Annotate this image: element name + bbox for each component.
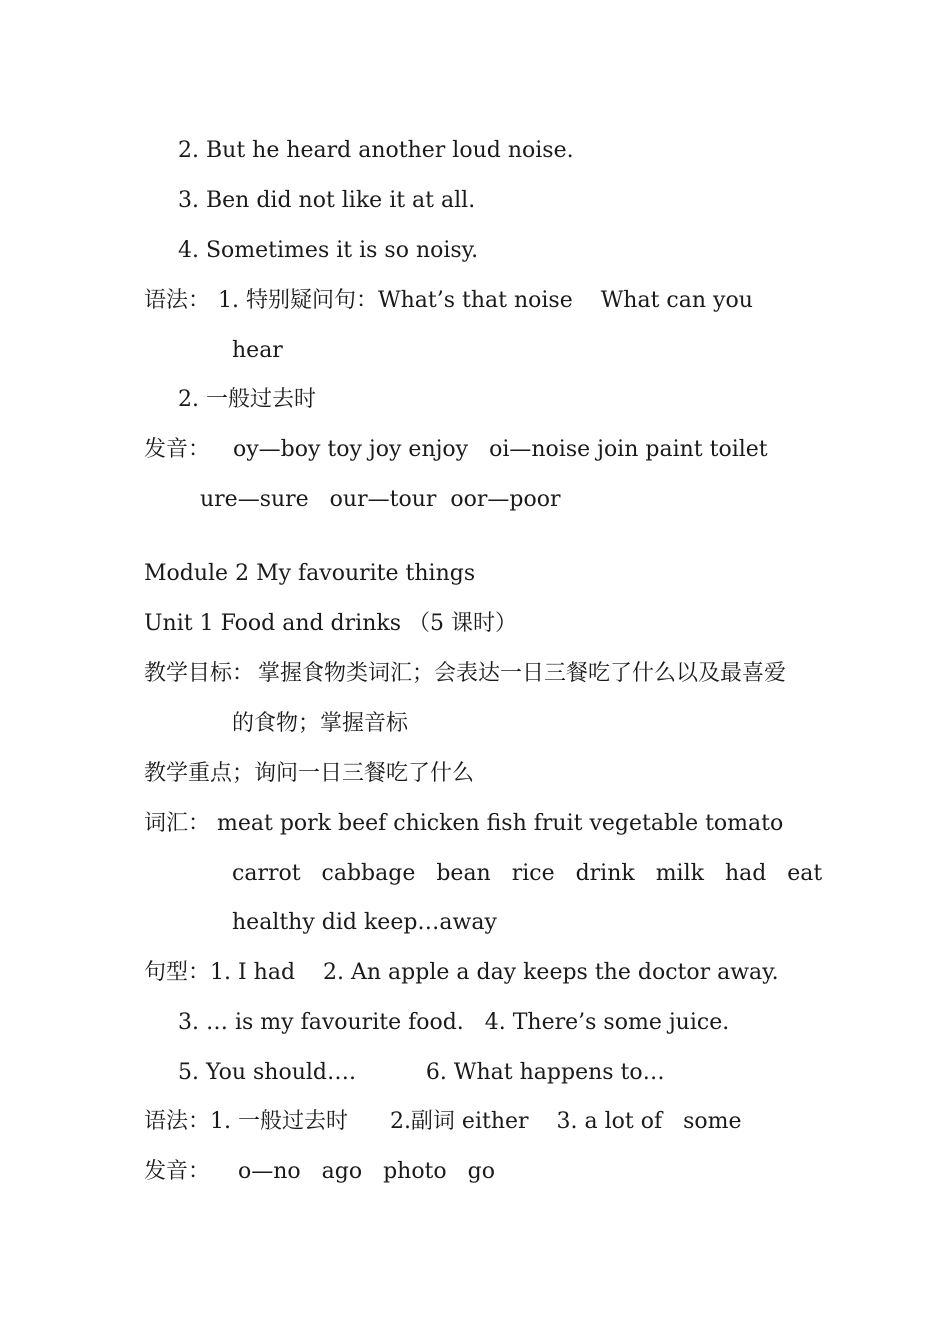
module-phonics: o—no ago photo go xyxy=(238,1159,495,1184)
module-title: Module 2 My favourite things xyxy=(144,561,476,586)
grammar-item-2: 2. 一般过去时 xyxy=(178,387,316,412)
grammar-item-1-continued: hear xyxy=(232,338,283,363)
objective-line-1: 掌握食物类词汇；会表达一日三餐吃了什么以及最喜爱 xyxy=(258,661,787,686)
grammar-item-1: 1. 特别疑问句：What’s that noise What can you xyxy=(218,288,753,313)
sentence-line-3: 3. Ben did not like it at all. xyxy=(178,188,476,213)
module-grammar: 1. 一般过去时 2.副词 either 3. a lot of some xyxy=(210,1109,742,1134)
key-point: 教学重点；询问一日三餐吃了什么 xyxy=(144,761,475,786)
module-phonics-label: 发音： xyxy=(144,1159,211,1184)
sentence-line-4: 4. Sometimes it is so noisy. xyxy=(178,238,479,263)
vocab-line-1: meat pork beef chicken fish fruit vegetable tomato xyxy=(217,811,784,836)
sentence-pattern-line-3: 5. You should…. 6. What happens to… xyxy=(178,1060,665,1085)
sentence-pattern-line-2: 3. … is my favourite food. 4. There’s some juice. xyxy=(178,1010,730,1035)
sentence-line-2: 2. But he heard another loud noise. xyxy=(178,138,574,163)
vocab-label: 词汇： xyxy=(144,811,211,836)
vocab-line-3: healthy did keep…away xyxy=(232,910,497,935)
sentence-label: 句型： xyxy=(144,960,211,985)
module-grammar-label: 语法： xyxy=(144,1109,211,1134)
vocab-line-2: carrot cabbage bean rice drink milk had eat xyxy=(232,861,823,886)
objective-line-2: 的食物；掌握音标 xyxy=(232,711,409,736)
grammar-label: 语法： xyxy=(144,288,211,313)
objective-label: 教学目标： xyxy=(144,661,255,686)
phonics-line-1: oy—boy toy joy enjoy oi—noise join paint toilet xyxy=(233,437,768,462)
unit-title: Unit 1 Food and drinks （5 课时） xyxy=(144,611,517,636)
phonics-line-2: ure—sure our—tour oor—poor xyxy=(200,487,561,512)
sentence-pattern-line-1: 1. I had 2. An apple a day keeps the doctor away. xyxy=(210,960,779,985)
phonics-label: 发音： xyxy=(144,437,211,462)
